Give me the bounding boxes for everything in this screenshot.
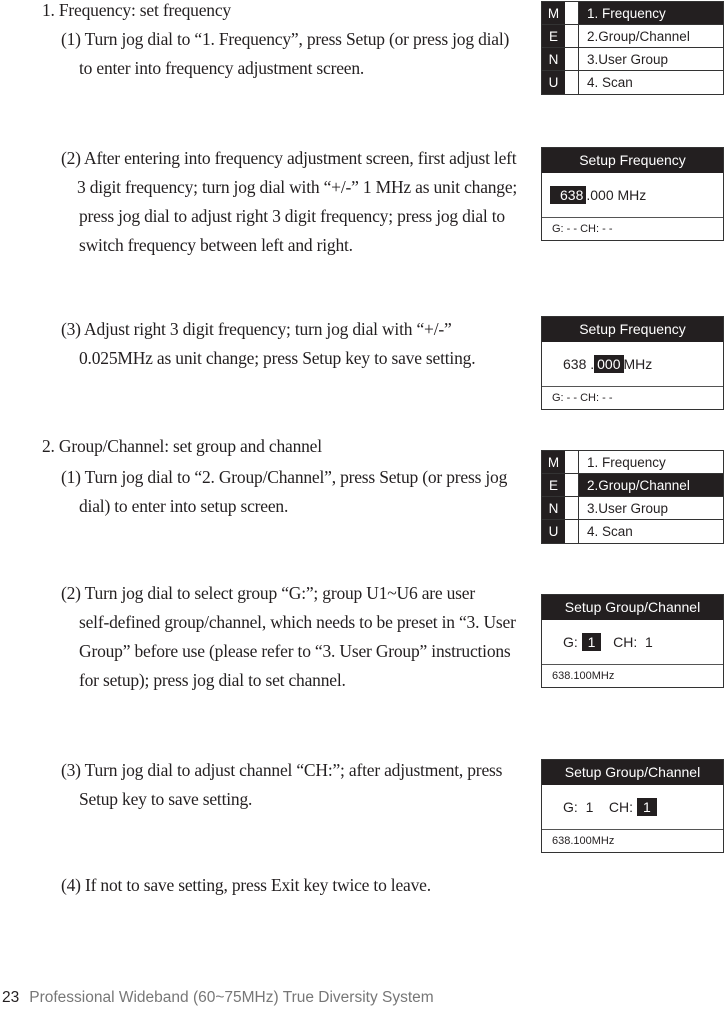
group-channel-readout: G: 1 CH: 1	[542, 620, 723, 665]
section2-step4: (4) If not to save setting, press Exit key twice to leave.	[61, 875, 431, 895]
group-channel-readout: G: 1 CH: 1	[542, 785, 723, 830]
frequency-left-digits: 638	[563, 356, 587, 372]
setup-group-channel-screen-group	[541, 594, 724, 688]
menu-letter: N	[542, 497, 565, 520]
frequency-left-digits: 638	[550, 186, 586, 204]
menu-letter: M	[542, 451, 565, 474]
screen-footer: G: - - CH: - -	[552, 392, 613, 404]
group-value: 1	[585, 799, 594, 815]
menu-item-frequency: 1. Frequency	[579, 451, 723, 474]
section1-step3: (3) Adjust right 3 digit frequency; turn jog dial with “+/-” 0.025MHz as unit change; press Setup key to save setting.	[61, 319, 476, 368]
setup-frequency-screen-right	[541, 316, 724, 410]
screen-title: Setup Frequency	[542, 317, 723, 342]
screen-footer: 638.100MHz	[552, 835, 615, 847]
screen-title: Setup Frequency	[542, 148, 723, 173]
menu-letter: N	[542, 48, 565, 71]
menu-item-group-channel: 2.Group/Channel	[579, 25, 723, 48]
setup-frequency-screen-left	[541, 147, 724, 241]
section2-heading: 2. Group/Channel: set group and channel	[42, 436, 322, 456]
section1-step1: (1) Turn jog dial to “1. Frequency”, press Setup (or press jog dial) to enter into frequency adjustment screen.	[61, 29, 510, 78]
frequency-right-digits: 000	[590, 187, 614, 203]
frequency-readout: 638 .000 MHz	[542, 173, 723, 218]
menu-item-user-group: 3.User Group	[579, 48, 723, 71]
frequency-right-digits: 000	[594, 355, 623, 373]
screen-title: Setup Group/Channel	[542, 760, 723, 785]
footer-title: Professional Wideband (60~75MHz) True Diversity System	[29, 989, 434, 1006]
section1-heading: 1. Frequency: set frequency	[42, 0, 231, 20]
menu-letter: M	[542, 2, 565, 25]
section2-step3: (3) Turn jog dial to adjust channel “CH:”; after adjustment, press Setup key to save setting.	[61, 760, 503, 809]
page-footer	[2, 989, 434, 1007]
channel-value: 1	[645, 634, 653, 650]
setup-group-channel-screen-channel	[541, 759, 724, 853]
menu-letter: U	[542, 520, 565, 543]
frequency-readout: 638 . 000 MHz	[542, 342, 723, 387]
section1-step2: (2) After entering into frequency adjustment screen, first adjust left 3 digit frequency; turn jog dial with “+/-” 1 MHz as unit change; press jog dial to adjust right 3 digit frequency; press jog dial to switch frequency between left and right.	[61, 148, 518, 255]
menu-item-scan: 4. Scan	[587, 524, 633, 539]
menu-screen-frequency	[541, 1, 724, 95]
screen-footer: G: - - CH: - -	[552, 223, 613, 235]
screen-footer: 638.100MHz	[552, 670, 615, 682]
menu-letter: E	[542, 474, 565, 497]
menu-letter: U	[542, 71, 565, 94]
channel-value: 1	[637, 798, 657, 816]
menu-item-scan: 4. Scan	[587, 75, 633, 90]
menu-letter: E	[542, 25, 565, 48]
section2-step1: (1) Turn jog dial to “2. Group/Channel”, press Setup (or press jog dial) to enter into setup screen.	[61, 467, 508, 516]
menu-item-group-channel: 2.Group/Channel	[579, 474, 723, 497]
screen-title: Setup Group/Channel	[542, 595, 723, 620]
group-value: 1	[582, 633, 602, 651]
menu-screen-group-channel	[541, 450, 724, 544]
menu-item-frequency: 1. Frequency	[579, 2, 723, 25]
menu-item-user-group: 3.User Group	[579, 497, 723, 520]
page-number: 23	[2, 989, 20, 1006]
section2-step2: (2) Turn jog dial to select group “G:”; group U1~U6 are user self-defined group/channel, which needs to be preset in “3. User Group” before use (please refer to “3. User Group” instructions for setup); press jog dial to set channel.	[61, 583, 516, 690]
